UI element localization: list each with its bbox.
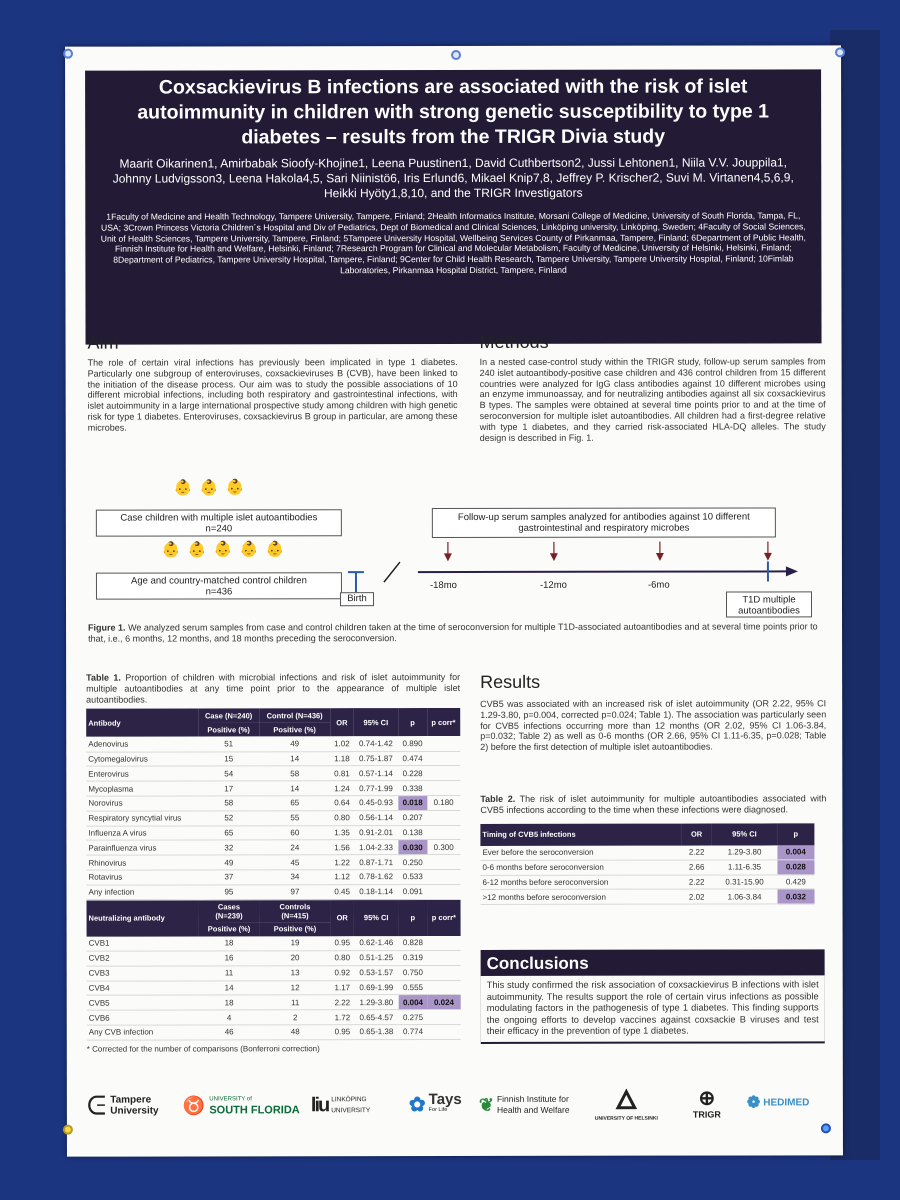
table-cell — [427, 965, 460, 980]
table-cell: 0.338 — [398, 781, 427, 796]
col-pcorr-2: p corr* — [427, 899, 461, 936]
table-cell: 0.300 — [427, 840, 460, 855]
author-list: Maarit Oikarinen1, Amirbabak Sioofy-Khojine1, Leena Puustinen1, David Cuthbertson2, Jussi Lehtonen1, Niila V.V. Jouppila1, Johnny Ludvigsson3, Leena Hakola4,5, Sari Niinistö6, Iris Erlund6, Mikael Knip7,8, Jeffrey P. Krischer2, Suvi M. Virtanen4,5,6,9, Heikki Hyöty1,8,10, and the TRIGR Investigators — [112, 155, 794, 201]
table-cell: 15 — [198, 752, 259, 767]
table-cell: Parainfluenza virus — [86, 840, 198, 855]
table-cell: 1.24 — [330, 781, 353, 796]
table-cell: 0.62-1.46 — [354, 936, 399, 951]
table1-label: Table 1. — [86, 672, 121, 683]
table-cell: 0.95 — [331, 936, 354, 951]
table-cell: 2.66 — [681, 860, 711, 875]
table-cell: 12 — [260, 980, 331, 995]
table-row — [86, 825, 460, 840]
table-cell: 0.18-1.14 — [354, 884, 399, 899]
conclusions-section — [481, 949, 825, 1044]
table-row — [86, 766, 460, 781]
liu-text: LINKÖPING UNIVERSITY — [331, 1096, 371, 1115]
table-cell: CVB2 — [87, 951, 199, 966]
table-row — [87, 1024, 461, 1039]
table-cell: 13 — [259, 965, 330, 980]
child-icon: 👶 — [239, 541, 259, 559]
tick-6mo: -6mo — [647, 579, 670, 591]
table-cell: 11 — [199, 966, 260, 981]
table-cell: 0.828 — [399, 936, 428, 951]
liu-logo — [311, 1094, 375, 1116]
caption-text: We analyzed serum samples from case and control children taken at the time of seroconversion for multiple T1D-associated autoantibodies and at several time points prior to that, i.e., 6 months, 12 months, and 18 months preceding the seroconversion. — [88, 621, 818, 644]
tick-12mo: -12mo — [539, 579, 567, 591]
table-cell: CVB1 — [87, 936, 199, 951]
child-icon: 👶 — [161, 541, 181, 559]
usf-text: SOUTH FLORIDA — [209, 1104, 300, 1117]
col-cases — [199, 899, 260, 922]
col-p: p — [398, 708, 427, 736]
col-control: Control (N=436) — [259, 709, 330, 723]
table-cell: 0.80 — [330, 811, 353, 826]
hedimed-mark-icon: ❁ — [746, 1094, 761, 1112]
table-cell — [427, 855, 460, 870]
table-cell: 55 — [259, 811, 330, 826]
table-cell: 0.81 — [330, 766, 353, 781]
table-cell: 0.180 — [427, 796, 460, 811]
table-cell: 0.64 — [330, 796, 353, 811]
child-icon: 👶 — [265, 541, 285, 559]
table-row — [86, 736, 460, 751]
helsinki-text: UNIVERSITY OF HELSINKI — [594, 1115, 658, 1122]
figure-caption — [88, 621, 824, 644]
table-cell: Rotavirus — [86, 870, 198, 885]
pushpin — [835, 47, 845, 57]
trigr-logo — [693, 1088, 721, 1121]
caption-label: Figure 1. — [88, 622, 126, 633]
table-cell: 1.04-2.33 — [354, 840, 399, 855]
table-cell: 58 — [259, 766, 330, 781]
liu-mark-icon: liu — [310, 1093, 329, 1116]
table-cell: Respiratory syncytial virus — [86, 811, 198, 826]
tampere-mark-icon: ᕮ — [86, 1090, 107, 1121]
table-row — [86, 870, 460, 885]
methods-text: In a nested case-control study within the TRIGR study, follow-up serum samples from 240 islet autoantibody-positive case children and 436 control children from 15 different countries were analyzed for IgG class antibodies against 10 different microbes using an enzyme immunoassay, and for neutralizing antibodies against all six coxsackievirus B types. The samples were obtained at several time points prior to and at the time of seroconversion for multiple islet autoantibodies. All children had a first-degree relative with type 1 diabetes, and they carried risk-associated HLA-DQ alleles. The study design is described in Fig. 1. — [479, 356, 826, 443]
table-cell: 1.35 — [330, 825, 353, 840]
table-cell: 0.030 — [398, 840, 427, 855]
conclusions-text: This study confirmed the risk association of coxsackievirus B infections with islet autoimmunity. The results support the role of certain virus infections as possible modulating factors in the pathogenesis of type 1 diabetes. This finding supports the ongoing efforts to develop vaccines against coxsackie B viruses and test their efficacy in the prevention of type 1 diabetes. — [481, 975, 825, 1042]
table-cell — [427, 870, 460, 885]
poster-title: Coxsackievirus B infections are associated with the risk of islet autoimmunity in children with strong genetic susceptibility to type 1 diabetes – results from the TRIGR Divia study — [137, 75, 769, 149]
table-row — [480, 860, 814, 875]
table-cell: 52 — [198, 811, 259, 826]
child-icon: 👶 — [199, 479, 219, 497]
table-cell: 1.29-3.80 — [354, 995, 399, 1010]
table-row — [87, 995, 461, 1010]
table-row — [87, 936, 461, 951]
table-2 — [480, 823, 814, 905]
table-cell: 0.018 — [398, 796, 427, 811]
table-cell: 2.02 — [682, 890, 712, 905]
table-cell: 0.77-1.99 — [354, 781, 399, 796]
table-cell: 1.02 — [330, 737, 353, 752]
table-cell: 0.45 — [331, 885, 354, 900]
table-cell: 0.474 — [398, 751, 427, 766]
table-cell: CVB6 — [87, 1010, 199, 1025]
table-cell: 0.65-4.57 — [354, 1010, 399, 1025]
table-cell: 14 — [259, 751, 330, 766]
table-cell: 0.091 — [399, 884, 428, 899]
table-cell — [427, 950, 460, 965]
col-case-pos: Positive (%) — [198, 723, 259, 737]
table-cell: 32 — [198, 840, 259, 855]
controls-label: Controls — [279, 901, 311, 911]
table-cell: Any CVB infection — [87, 1025, 199, 1040]
table2-caption — [480, 793, 826, 815]
child-icon: 👶 — [173, 479, 193, 497]
table-cell: 4 — [199, 1010, 260, 1025]
table-cell: Any infection — [86, 885, 198, 900]
table1-section — [86, 672, 461, 1055]
table-cell: 0.51-1.25 — [354, 951, 399, 966]
table-cell: 0-6 months before seroconversion — [480, 860, 681, 875]
table-cell: 0.69-1.99 — [354, 980, 399, 995]
table-cell: 0.65-1.38 — [354, 1025, 399, 1040]
bull-icon: ♉ — [182, 1094, 206, 1115]
results-text: CVB5 was associated with an increased risk of islet autoimmunity (OR 2.22, 95% CI 1.29-3.80, p=0.004, corrected p=0.024; Table 1). The association was particularly seen for CVB5 infections occurring more than 12 months (OR 2.02, 95% CI 1.06-3.84, p=0.032; Table 2) as well as 0-6 months (OR 2.66, 95% CI 1.11-6.35, p=0.028; Table 2) before the first detection of multiple islet autoantibodies. — [480, 698, 827, 753]
col-case: Case (N=240) — [198, 709, 259, 723]
table-cell: 0.032 — [777, 889, 814, 904]
table2-label: Table 2. — [480, 793, 516, 804]
birth-label: Birth — [340, 592, 374, 606]
table-cell: 49 — [198, 855, 259, 870]
hedimed-text: HEDIMED — [763, 1097, 810, 1109]
table-cell: 95 — [198, 885, 259, 900]
table-cell: 0.250 — [399, 855, 428, 870]
col-neutralizing: Neutralizing antibody — [87, 900, 199, 937]
table-cell: 1.17 — [331, 980, 354, 995]
table-cell: CVB4 — [87, 980, 199, 995]
table-cell — [427, 1010, 460, 1025]
control-children-box: Age and country-matched control children n=436 — [96, 572, 342, 599]
table-cell: Adenovirus — [86, 737, 198, 752]
table-cell: 18 — [199, 995, 260, 1010]
tampere-text: Tampere University — [110, 1094, 159, 1117]
table1-caption — [86, 672, 460, 705]
col-ci: 95% CI — [353, 708, 398, 736]
table-cell: Enterovirus — [86, 766, 198, 781]
table-cell: 0.75-1.87 — [354, 751, 399, 766]
table-cell: 2.22 — [681, 845, 711, 860]
table-row — [481, 889, 815, 904]
usf-logo — [183, 1094, 300, 1116]
col-p-2: p — [399, 899, 428, 936]
table-cell: 54 — [198, 766, 259, 781]
table-cell: 0.228 — [398, 766, 427, 781]
table-row — [87, 965, 461, 980]
table-cell — [427, 884, 460, 899]
table-cell: 0.45-0.93 — [354, 796, 399, 811]
table-cell: 0.004 — [777, 845, 814, 860]
table-cell: 0.91-2.01 — [354, 825, 399, 840]
col-or-2: OR — [331, 899, 354, 936]
conclusions-heading: Conclusions — [486, 953, 589, 973]
table-cell: 0.429 — [777, 875, 814, 890]
table-cell: Ever before the seroconversion — [480, 845, 681, 860]
table-cell: >12 months before seroconversion — [481, 890, 682, 905]
table-cell: 0.138 — [398, 825, 427, 840]
col-antibody: Antibody — [86, 709, 198, 737]
cases-label: Cases — [217, 902, 241, 912]
methods-section — [480, 331, 826, 443]
table-cell: 0.31-15.90 — [712, 875, 777, 890]
table-cell: 0.533 — [399, 870, 428, 885]
table-cell — [427, 825, 460, 840]
table-cell: CVB3 — [87, 966, 199, 981]
table-cell: 97 — [259, 885, 330, 900]
table-cell: 16 — [199, 951, 260, 966]
table-row — [86, 840, 460, 855]
table2-section — [480, 793, 826, 905]
table-cell: 1.56 — [330, 840, 353, 855]
usf-top-text: UNIVERSITY of — [209, 1096, 252, 1103]
table-cell: Norovirus — [86, 796, 198, 811]
col-or: OR — [330, 709, 353, 737]
table-cell: 18 — [199, 936, 260, 951]
thl-logo — [479, 1094, 591, 1116]
table-cell: 2 — [260, 1010, 331, 1025]
table-cell: Rhinovirus — [86, 855, 198, 870]
col-controls-pos: Positive (%) — [259, 922, 330, 936]
table-cell: 1.11-6.35 — [712, 860, 777, 875]
col-cases-pos: Positive (%) — [199, 922, 260, 936]
col-controls — [259, 899, 330, 922]
figure-1 — [86, 475, 822, 622]
col-p: p — [777, 823, 814, 845]
table-cell: 6-12 months before seroconversion — [480, 875, 681, 890]
case-children-box: Case children with multiple islet autoantibodies n=240 — [96, 509, 342, 536]
table1-footnote: * Corrected for the number of comparisons (Bonferroni correction) — [86, 1043, 320, 1054]
table-cell: 45 — [259, 855, 330, 870]
table-cell: 0.004 — [399, 995, 428, 1010]
results-section — [480, 671, 826, 753]
tays-sub-text: For Life — [428, 1107, 448, 1114]
table-cell — [427, 766, 460, 781]
table-cell: 1.18 — [330, 751, 353, 766]
col-timing: Timing of CVB5 infections — [480, 823, 681, 845]
table-cell: CVB5 — [87, 995, 199, 1010]
table-cell: 24 — [259, 840, 330, 855]
table-cell: 2.22 — [331, 995, 354, 1010]
cases-n: (N=239) — [215, 911, 243, 921]
table-cell: 14 — [199, 980, 260, 995]
table-cell: 1.12 — [331, 870, 354, 885]
timeline — [86, 475, 822, 622]
helsinki-logo — [595, 1086, 658, 1125]
table-cell: 0.80 — [331, 951, 354, 966]
table-cell: 17 — [198, 781, 259, 796]
table-cell: 34 — [259, 870, 330, 885]
trigr-text: TRIGR — [692, 1109, 721, 1120]
table-cell: Cytomegalovirus — [86, 752, 198, 767]
table-cell: 0.87-1.71 — [354, 855, 399, 870]
table-row — [86, 796, 460, 811]
table-cell: 0.024 — [427, 995, 460, 1010]
t1d-label: T1D multiple autoantibodies — [726, 591, 812, 617]
table-row — [87, 980, 461, 995]
pushpin — [451, 50, 461, 60]
table-cell: 1.22 — [330, 855, 353, 870]
table-1 — [86, 708, 461, 1040]
table-cell: 0.53-1.57 — [354, 965, 399, 980]
table-cell: 0.890 — [398, 736, 427, 751]
pushpin — [63, 49, 73, 59]
col-or: OR — [681, 823, 711, 845]
trigr-globe-icon: ⊕ — [698, 1087, 716, 1110]
table-cell: 0.774 — [399, 1024, 428, 1039]
col-ci-2: 95% CI — [354, 899, 399, 936]
table-cell: 49 — [259, 737, 330, 752]
tick-18mo: -18mo — [429, 579, 457, 592]
aim-text: The role of certain viral infections has previously been implicated in type 1 diabetes. Particularly one subgroup of enteroviruses, coxsackieviruses B (CVB), have been linked to the initiation of the disease process. Our aim was to study the possible associations of 10 different microbial infections, including both respiratory and gastrointestinal infections, with islet autoimmunity in a large international prospective study among children with high genetic risk for type 1 diabetes. Enteroviruses, coxsackievirus B group in particular, are among these microbes. — [87, 356, 458, 433]
tays-text: Tays — [428, 1090, 462, 1109]
table-row — [86, 884, 460, 899]
table-cell: Influenza A virus — [86, 826, 198, 841]
table-cell: 1.29-3.80 — [712, 845, 777, 860]
aim-section — [88, 332, 458, 433]
aim-heading: Aim — [87, 332, 119, 353]
table-cell — [427, 781, 460, 796]
table-row — [86, 855, 460, 870]
table-cell — [427, 936, 460, 951]
pushpin — [63, 1125, 73, 1135]
table-row — [87, 950, 461, 965]
table-cell — [427, 751, 460, 766]
table-cell: 0.028 — [777, 860, 814, 875]
tays-flower-icon: ✿ — [408, 1093, 426, 1116]
child-icon: 👶 — [225, 479, 245, 497]
table-cell: 0.74-1.42 — [353, 736, 398, 751]
helsinki-flame-icon: 🜂 — [614, 1084, 638, 1115]
table-cell: 1.72 — [331, 1010, 354, 1025]
hedimed-logo — [746, 1094, 810, 1112]
child-icon: 👶 — [213, 541, 233, 559]
table-cell: 0.92 — [331, 965, 354, 980]
table-cell: 14 — [259, 781, 330, 796]
table-cell: 58 — [198, 796, 259, 811]
table-cell: 1.06-3.84 — [712, 889, 777, 904]
table-cell: 11 — [260, 995, 331, 1010]
table-cell: 46 — [199, 1025, 260, 1040]
table-cell: 0.319 — [399, 951, 428, 966]
table-cell: 65 — [259, 796, 330, 811]
methods-heading: Methods — [479, 331, 549, 352]
table-cell — [427, 810, 460, 825]
thl-text: Finnish Institute for Health and Welfare — [496, 1093, 570, 1115]
table-cell: 0.275 — [399, 1010, 428, 1025]
table-row — [86, 751, 460, 766]
table-cell — [427, 736, 460, 751]
table-cell: 65 — [198, 826, 259, 841]
table-cell — [427, 1024, 460, 1039]
table-cell: 0.78-1.62 — [354, 870, 399, 885]
col-pcorr: p corr* — [427, 708, 461, 736]
table-cell: 51 — [198, 737, 259, 752]
table-cell: 19 — [259, 936, 330, 951]
affiliations: 1Faculty of Medicine and Health Technology, Tampere University, Tampere, Finland; 2Health Informatics Institute, Morsani College of Medicine, University of South Florida, Tampa, FL, USA; 3Crown Princess Victoria Children´s Hospital and Div of Pediatrics, Dept of Biomedical and Clinical Sciences, Linköping university, Linköping, Sweden; 4Faculty of Social Sciences, Unit of Health Sciences, Tampere University, Tampere, Finland; 5Tampere University Hospital, Wellbeing Services County of Pirkanmaa, Tampere, Finland; 6Department of Public Health, Finnish Institute for Health and Welfare, Helsinki, Finland; 7Research Program for Clinical and Molecular Metabolism, Faculty of Medicine, University of Helsinki, Helsinki, Finland; 8Department of Pediatrics, Tampere University Hospital, Tampere, Finland; 9Center for Child Health Research, Tampere University, Tampere University Hospital, Finland; 10Fimlab Laboratories, Pirkanmaa Hospital District, Tampere, Finland — [100, 210, 806, 276]
table-cell — [427, 980, 460, 995]
table-cell: 48 — [260, 1025, 331, 1040]
table-cell: 0.95 — [331, 1025, 354, 1040]
table-cell: 2.22 — [682, 875, 712, 890]
col-ci: 95% CI — [712, 823, 777, 845]
controls-n: (N=415) — [281, 910, 309, 920]
table-cell: 0.555 — [399, 980, 428, 995]
poster — [65, 45, 843, 1156]
table-cell: 0.56-1.14 — [354, 810, 399, 825]
table-row — [480, 845, 814, 860]
thl-leaf-icon: ❦ — [478, 1094, 494, 1115]
table-cell: 0.207 — [398, 810, 427, 825]
tampere-logo — [86, 1090, 174, 1121]
table-cell: 0.750 — [399, 965, 428, 980]
tays-logo — [408, 1090, 462, 1116]
table-row — [86, 781, 460, 796]
table-cell: 0.57-1.14 — [354, 766, 399, 781]
table2-caption-text: The risk of islet autoimmunity for multiple autoantibodies associated with CVB5 infections according to the time when these infections were diagnosed. — [480, 793, 827, 815]
table-cell: 60 — [259, 825, 330, 840]
table1-caption-text: Proportion of children with microbial infections and risk of islet autoimmunity for multiple autoantibodies at any time point prior to the appearance of multiple islet autoantibodies. — [86, 671, 461, 705]
child-icon: 👶 — [187, 541, 207, 559]
logo-bar — [87, 1085, 827, 1138]
results-heading: Results — [480, 671, 541, 692]
table-cell: Mycoplasma — [86, 781, 198, 796]
table-cell: 20 — [259, 951, 330, 966]
table-cell: 37 — [198, 870, 259, 885]
table-row — [87, 1010, 461, 1025]
poster-header — [85, 69, 821, 344]
table-row — [86, 810, 460, 825]
table-row — [480, 875, 814, 890]
followup-box: Follow-up serum samples analyzed for antibodies against 10 different gastrointestinal and respiratory microbes — [432, 507, 776, 538]
col-control-pos: Positive (%) — [259, 723, 330, 737]
